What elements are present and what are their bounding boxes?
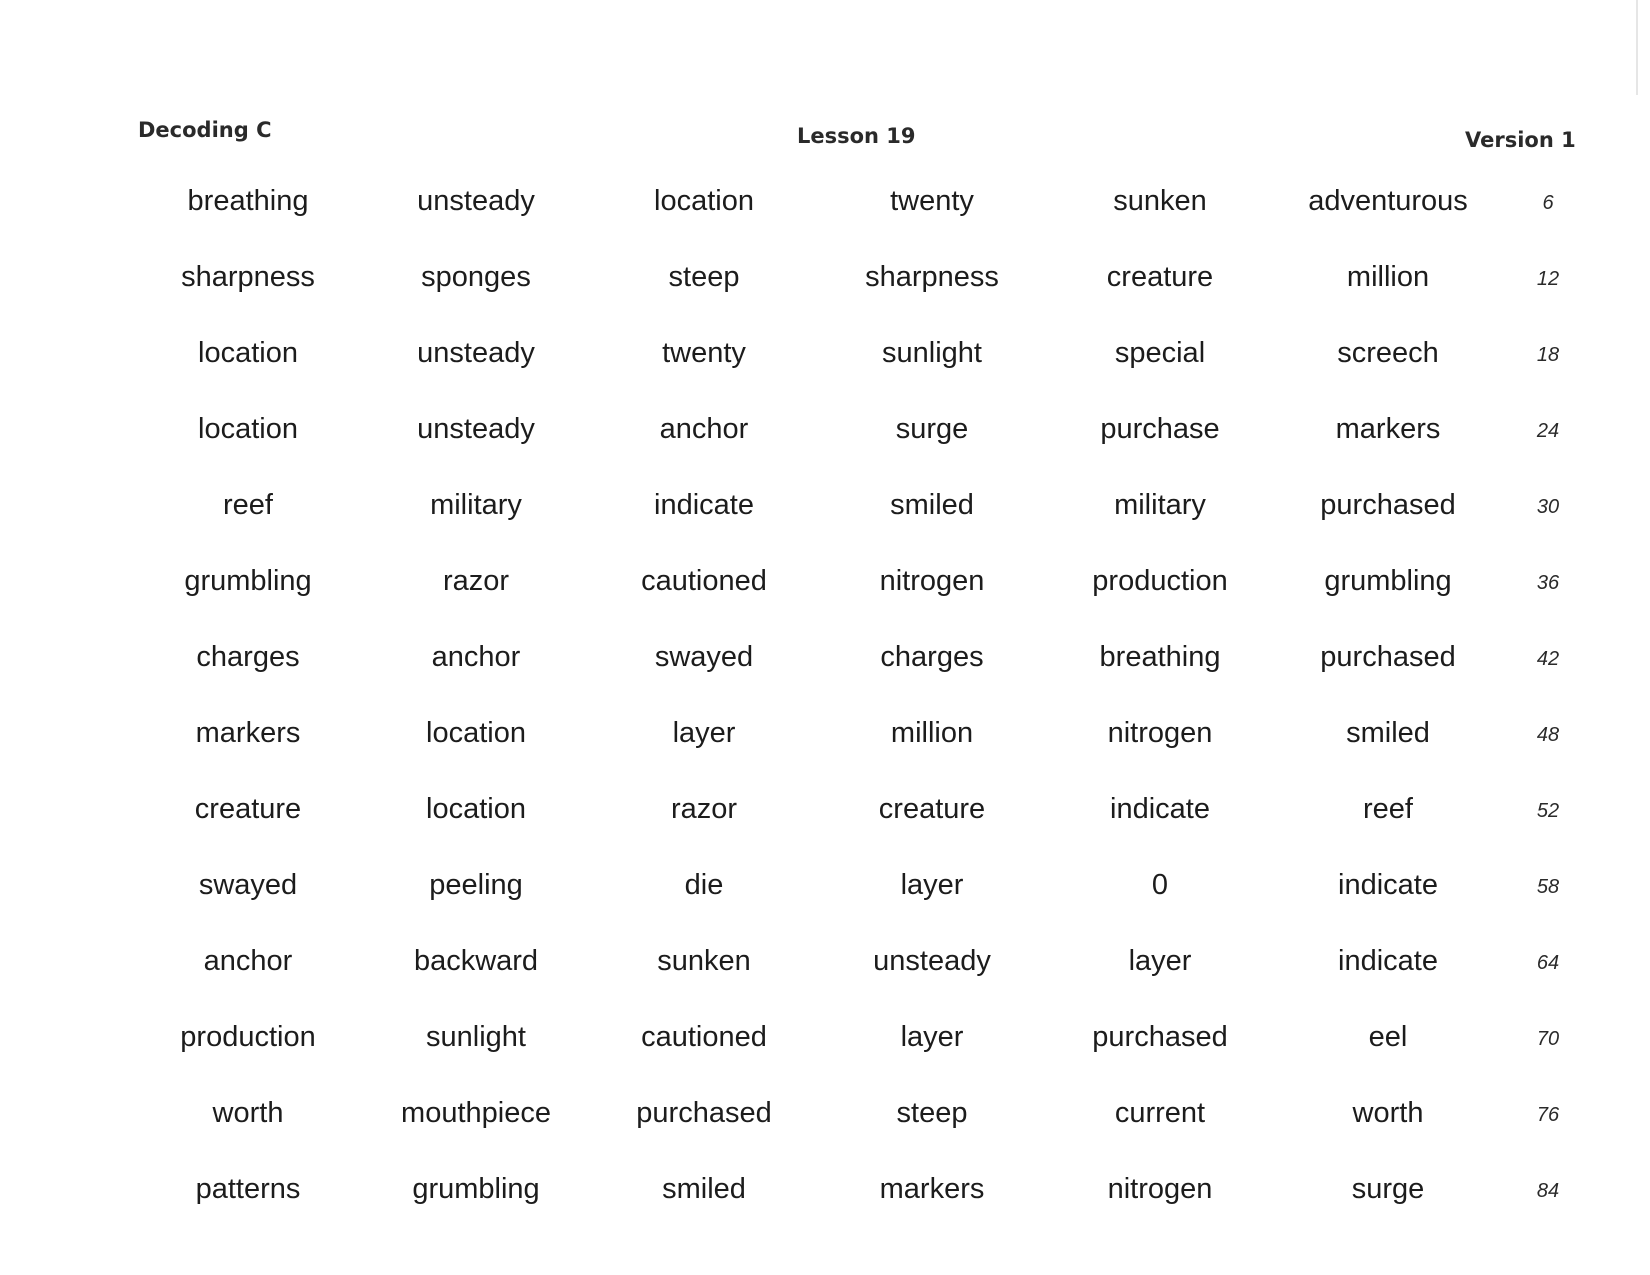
word-cell: sunlight: [426, 1021, 526, 1053]
word-cell: markers: [1335, 413, 1441, 445]
word-cell: unsteady: [873, 945, 991, 977]
word-cell: layer: [900, 1021, 964, 1053]
word-cell: smiled: [1346, 717, 1430, 749]
word-cell: grumbling: [1324, 565, 1452, 597]
word-cell: million: [890, 717, 974, 749]
word-cell: anchor: [203, 945, 293, 977]
lesson-title: Lesson 19: [797, 124, 916, 148]
word-cell: sharpness: [181, 261, 315, 293]
cumulative-word-count: 64: [1536, 952, 1560, 974]
cumulative-word-count: 70: [1536, 1028, 1560, 1050]
scan-edge-line: [1636, 0, 1638, 95]
word-cell: unsteady: [417, 337, 535, 369]
word-row: [0, 1093, 1650, 1169]
word-cell: patterns: [195, 1173, 301, 1205]
word-cell: 0: [1151, 869, 1169, 901]
word-cell: reef: [1363, 793, 1413, 825]
word-cell: twenty: [662, 337, 746, 369]
word-cell: steep: [896, 1097, 968, 1129]
word-cell: current: [1114, 1097, 1206, 1129]
cumulative-word-count: 18: [1536, 344, 1560, 366]
word-cell: backward: [413, 945, 539, 977]
word-cell: location: [426, 793, 526, 825]
cumulative-word-count: 30: [1536, 496, 1560, 518]
word-cell: purchase: [1100, 413, 1220, 445]
word-cell: unsteady: [417, 413, 535, 445]
page-header: [0, 118, 1650, 158]
word-cell: charges: [196, 641, 300, 673]
word-cell: purchased: [1320, 489, 1456, 521]
word-cell: indicate: [1338, 869, 1438, 901]
word-cell: adventurous: [1308, 185, 1468, 217]
word-cell: breathing: [1099, 641, 1221, 673]
word-cell: sunken: [657, 945, 751, 977]
word-row: [0, 181, 1650, 257]
word-cell: smiled: [890, 489, 974, 521]
word-cell: anchor: [659, 413, 749, 445]
word-cell: die: [684, 869, 724, 901]
word-cell: markers: [879, 1173, 985, 1205]
course-title: Decoding C: [138, 118, 272, 142]
cumulative-word-count: 76: [1536, 1104, 1560, 1126]
word-cell: steep: [668, 261, 740, 293]
word-cell: layer: [672, 717, 736, 749]
word-cell: anchor: [431, 641, 521, 673]
cumulative-word-count: 6: [1542, 192, 1554, 214]
word-grid: [0, 181, 1650, 1245]
word-row: [0, 713, 1650, 789]
word-cell: swayed: [198, 869, 298, 901]
word-cell: eel: [1368, 1021, 1408, 1053]
word-cell: markers: [195, 717, 301, 749]
word-row: [0, 257, 1650, 333]
word-cell: layer: [1128, 945, 1192, 977]
word-cell: purchased: [1320, 641, 1456, 673]
word-row: [0, 561, 1650, 637]
word-cell: sunlight: [882, 337, 982, 369]
version-label: Version 1: [1465, 128, 1576, 152]
word-cell: breathing: [187, 185, 309, 217]
word-row: [0, 789, 1650, 865]
word-cell: grumbling: [412, 1173, 540, 1205]
word-cell: grumbling: [184, 565, 312, 597]
word-cell: smiled: [662, 1173, 746, 1205]
word-cell: sponges: [421, 261, 531, 293]
cumulative-word-count: 84: [1536, 1180, 1560, 1202]
word-cell: sunken: [1113, 185, 1207, 217]
word-row: [0, 1169, 1650, 1245]
word-row: [0, 485, 1650, 561]
word-cell: location: [654, 185, 754, 217]
word-cell: worth: [1352, 1097, 1424, 1129]
word-cell: layer: [900, 869, 964, 901]
word-cell: surge: [895, 413, 969, 445]
word-cell: surge: [1351, 1173, 1425, 1205]
word-row: [0, 637, 1650, 713]
word-cell: razor: [670, 793, 738, 825]
word-cell: swayed: [654, 641, 754, 673]
word-cell: reef: [223, 489, 273, 521]
word-cell: creature: [878, 793, 986, 825]
word-cell: military: [1114, 489, 1206, 521]
word-cell: military: [430, 489, 522, 521]
word-cell: million: [1346, 261, 1430, 293]
word-cell: nitrogen: [879, 565, 985, 597]
cumulative-word-count: 58: [1536, 876, 1560, 898]
word-cell: creature: [194, 793, 302, 825]
word-cell: sharpness: [865, 261, 999, 293]
cumulative-word-count: 24: [1536, 420, 1560, 442]
word-cell: special: [1114, 337, 1206, 369]
word-cell: razor: [442, 565, 510, 597]
word-cell: peeling: [429, 869, 523, 901]
word-cell: indicate: [1110, 793, 1210, 825]
word-cell: creature: [1106, 261, 1214, 293]
word-cell: production: [180, 1021, 316, 1053]
word-row: [0, 1017, 1650, 1093]
word-row: [0, 333, 1650, 409]
word-cell: cautioned: [641, 565, 767, 597]
cumulative-word-count: 36: [1536, 572, 1560, 594]
cumulative-word-count: 42: [1536, 648, 1560, 670]
word-cell: purchased: [1092, 1021, 1228, 1053]
word-cell: mouthpiece: [401, 1097, 551, 1129]
word-cell: location: [426, 717, 526, 749]
word-row: [0, 409, 1650, 485]
word-cell: worth: [212, 1097, 284, 1129]
word-cell: cautioned: [641, 1021, 767, 1053]
word-cell: screech: [1337, 337, 1439, 369]
word-cell: purchased: [636, 1097, 772, 1129]
cumulative-word-count: 12: [1536, 268, 1560, 290]
word-cell: indicate: [1338, 945, 1438, 977]
word-row: [0, 941, 1650, 1017]
word-row: [0, 865, 1650, 941]
cumulative-word-count: 52: [1536, 800, 1560, 822]
word-cell: location: [198, 337, 298, 369]
word-cell: indicate: [654, 489, 754, 521]
cumulative-word-count: 48: [1536, 724, 1560, 746]
word-cell: nitrogen: [1107, 717, 1213, 749]
word-cell: charges: [880, 641, 984, 673]
word-cell: nitrogen: [1107, 1173, 1213, 1205]
word-cell: unsteady: [417, 185, 535, 217]
word-cell: twenty: [890, 185, 974, 217]
word-cell: production: [1092, 565, 1228, 597]
word-cell: location: [198, 413, 298, 445]
